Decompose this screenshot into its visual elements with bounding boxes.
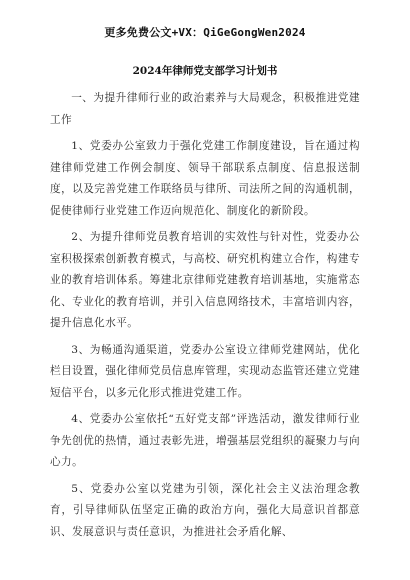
paragraph-item-2: 2、为提升律师党员教育培训的实效性与针对性，党委办公室积极探索创新教育模式，与高校、研究机构建立合作，构建专业的教育培训体系。筹建北京律师党建教育培训基地，实施常态化、专业化的教育培训，并引入信息网络技术，丰富培训内容，提升信息化水平。 xyxy=(50,231,360,329)
page-header: 更多免费公文+VX：QiGeGongWen2024 xyxy=(104,26,306,39)
document-title: 2024年律师党支部学习计划书 xyxy=(132,65,278,77)
paragraph-item-4: 4、党委办公室依托“五好党支部”评选活动，激发律师行业争先创优的热情，通过表彰先进，增强基层党组织的凝聚力与向心力。 xyxy=(50,413,360,468)
paragraph-item-3: 3、为畅通沟通渠道，党委办公室设立律师党建网站，优化栏目设置，强化律师党员信息库管理，实现动态监管还建立党建短信平台，以多元化形式推进党建工作。 xyxy=(50,343,360,399)
paragraph-section-heading: 一、为提升律师行业的政治素养与大局观念，积极推进党建工作 xyxy=(50,92,360,126)
paragraph-item-5: 5、党委办公室以党建为引领，深化社会主义法治理念教育，引导律师队伍坚定正确的政治方向，强化大局意识首都意识、发展意识与责任意识，为推进社会矛盾化解、 xyxy=(50,482,360,538)
paragraph-item-1: 1、党委办公室致力于强化党建工作制度建设，旨在通过构建律师党建工作例会制度、领导干部联系点制度、信息报送制度，以及完善党建工作联络员与律所、司法所之间的沟通机制，促使律师行业党建工作迈向规范化、制度化的新阶段。 xyxy=(50,140,360,217)
